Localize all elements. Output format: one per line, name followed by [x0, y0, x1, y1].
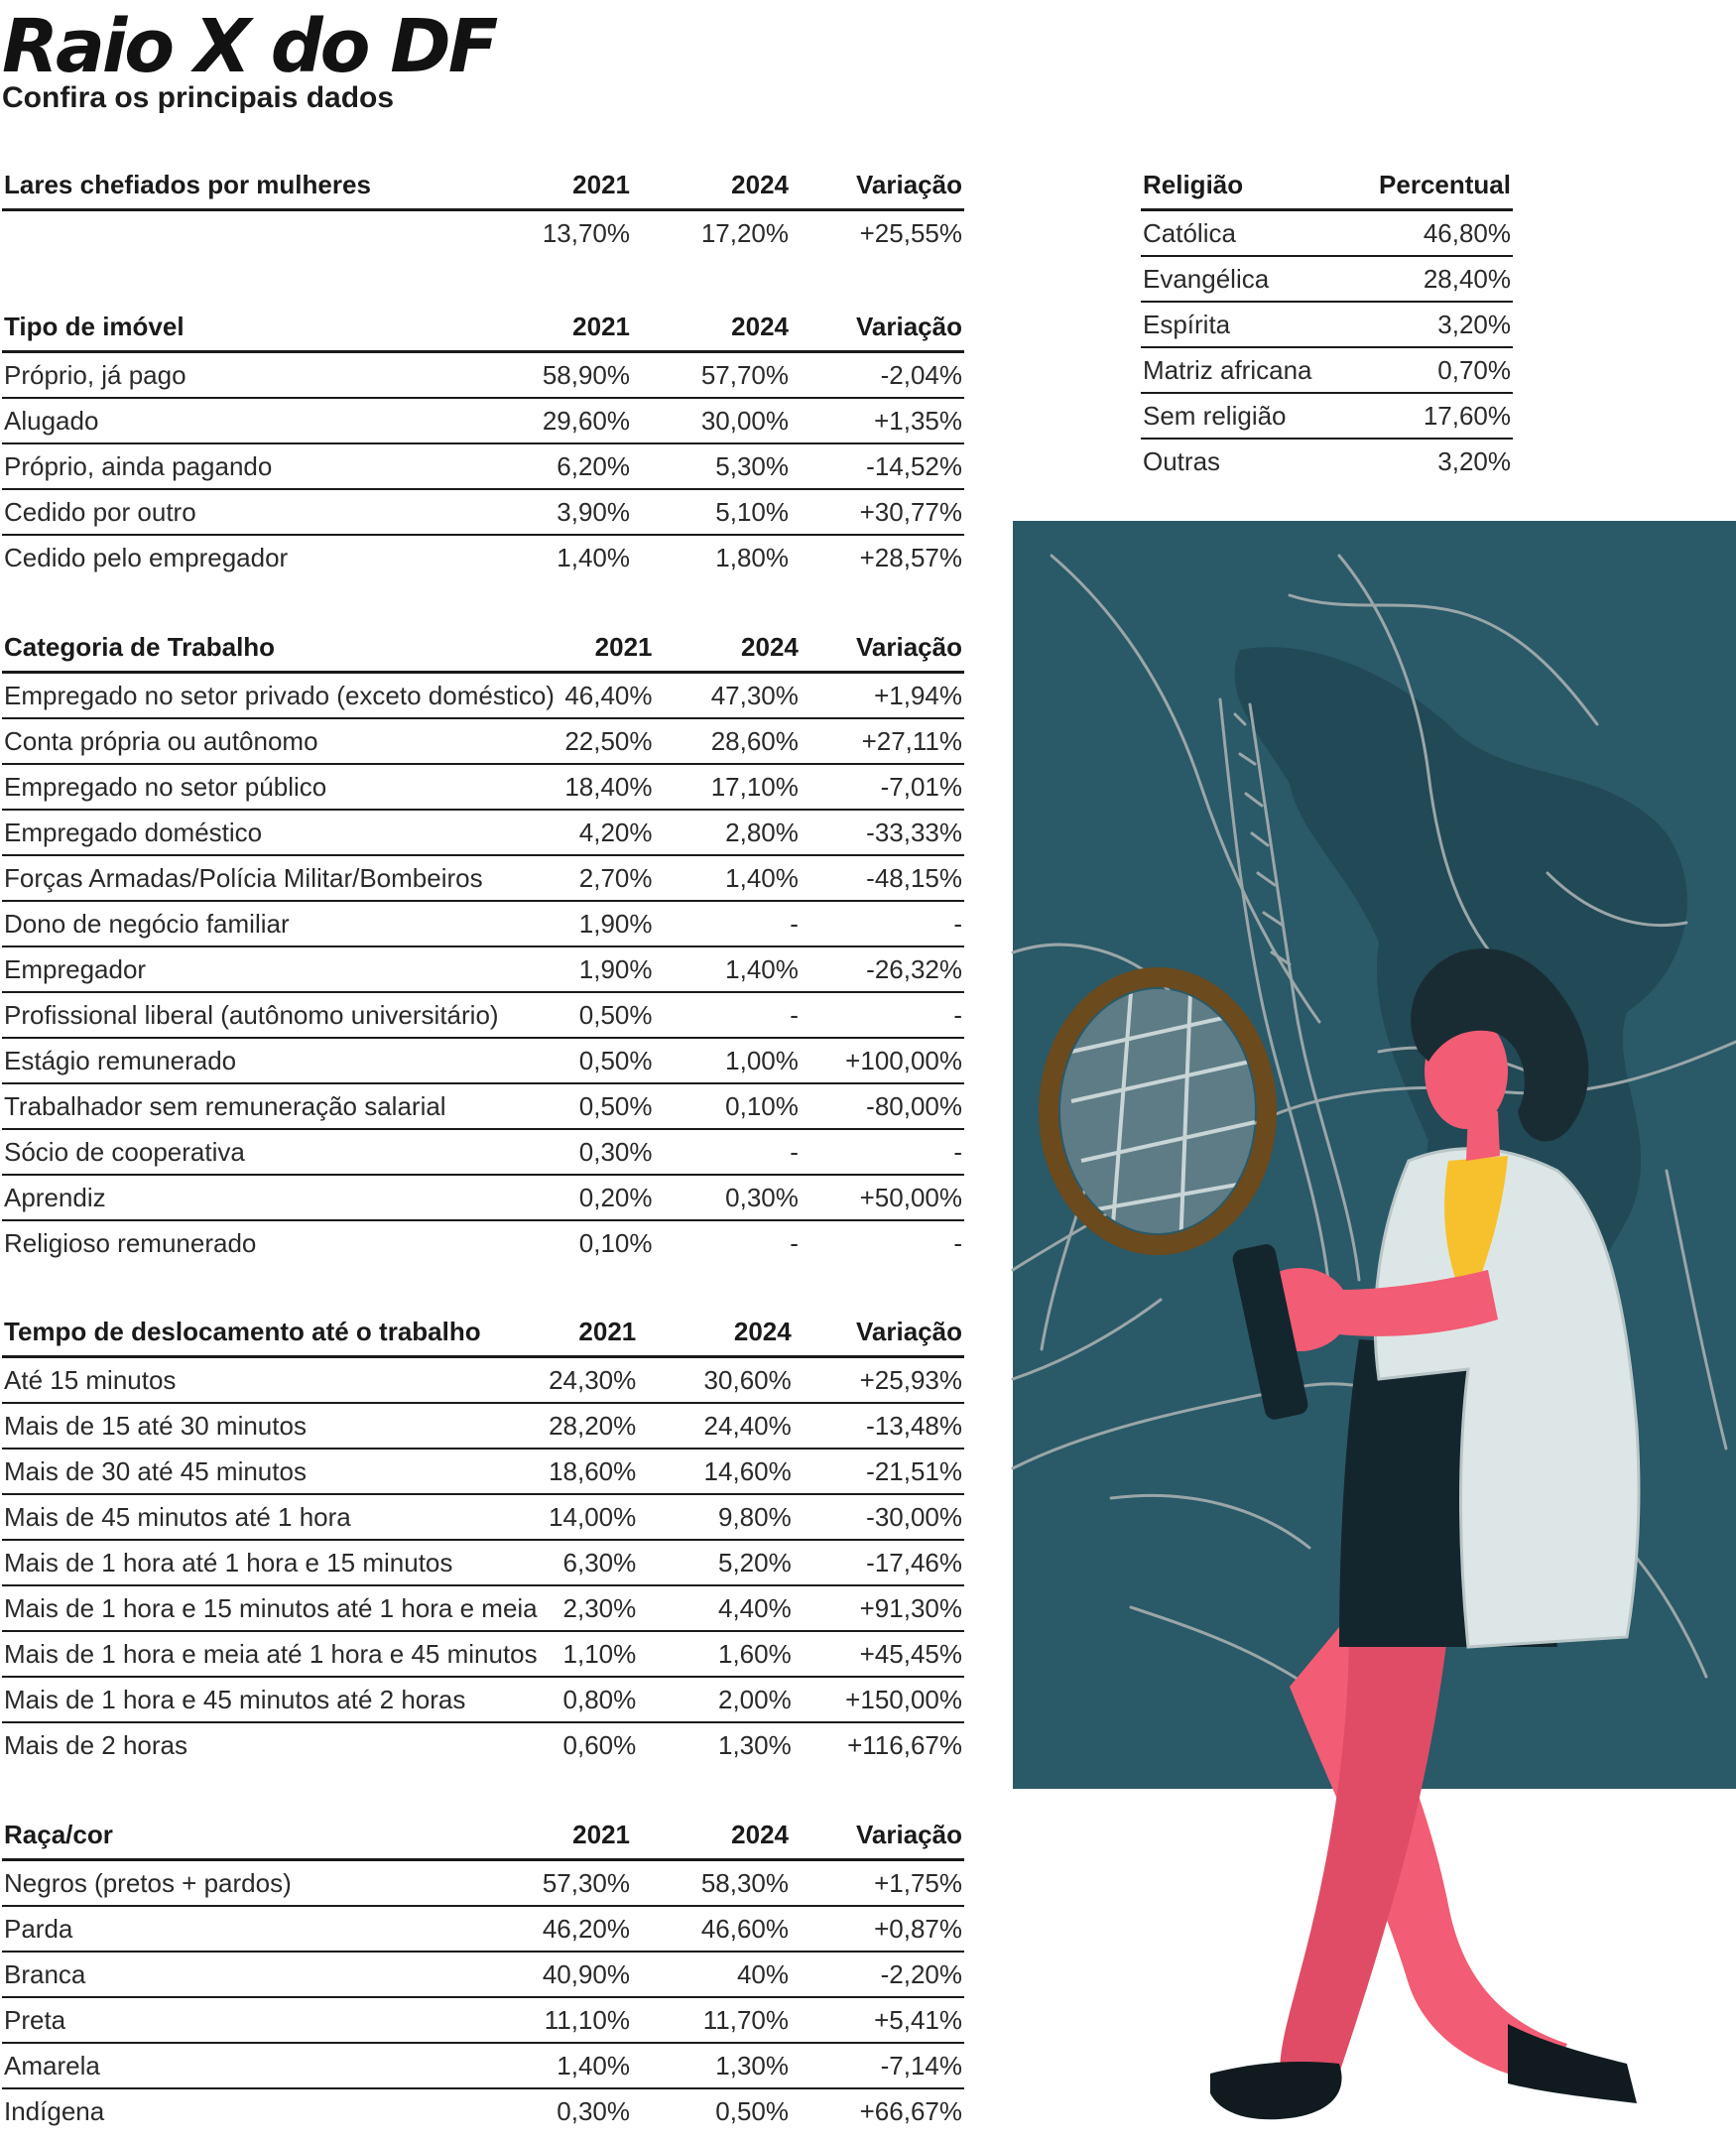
- cell-value: 0,30%: [655, 1175, 801, 1220]
- cell-value: 24,40%: [638, 1403, 793, 1449]
- row-label: Mais de 1 hora e 45 minutos até 2 horas: [2, 1677, 540, 1722]
- table-header-row: [2, 1308, 964, 1357]
- row-label: Mais de 1 hora e meia até 1 hora e 45 minutos: [2, 1631, 540, 1677]
- cell-value: +91,30%: [794, 1585, 964, 1631]
- cell-value: 28,20%: [540, 1403, 639, 1449]
- row-label: Mais de 30 até 45 minutos: [2, 1449, 540, 1494]
- cell-value: 46,40%: [557, 673, 655, 719]
- table-row: [2, 1220, 964, 1265]
- cell-value: 1,10%: [540, 1631, 639, 1677]
- row-label: Empregado doméstico: [2, 810, 557, 855]
- cell-value: 1,60%: [638, 1631, 793, 1677]
- cell-value: 1,40%: [655, 946, 801, 992]
- cell-value: -33,33%: [801, 810, 964, 855]
- table-row: [1141, 439, 1513, 483]
- cell-value: -2,04%: [791, 352, 964, 399]
- cell-value: 18,60%: [540, 1449, 639, 1494]
- cell-value: -26,32%: [801, 946, 964, 992]
- cell-value: -: [953, 1227, 962, 1258]
- row-label: Evangélica: [1141, 256, 1354, 302]
- cell-value: 46,20%: [533, 1906, 632, 1952]
- cell-value: 1,80%: [715, 542, 789, 572]
- table-row: [2, 764, 964, 810]
- table-row: [2, 210, 964, 256]
- section-title: Tempo de deslocamento até o trabalho: [2, 1308, 540, 1357]
- section-title: Categoria de Trabalho: [2, 623, 557, 673]
- table-header-row: [1141, 161, 1513, 210]
- cell-value: -21,51%: [794, 1449, 964, 1494]
- row-label: Aprendiz: [2, 1175, 557, 1220]
- front-shoe: [1210, 2062, 1342, 2119]
- row-label: Cedido pelo empregador: [4, 542, 289, 572]
- cell-value: 4,20%: [557, 810, 655, 855]
- cell-value: +28,57%: [859, 542, 962, 572]
- cell-value: -30,00%: [794, 1494, 964, 1540]
- col-2021: 2021: [533, 1811, 632, 1860]
- cell-value: 57,70%: [632, 352, 791, 399]
- col-2024: 2024: [632, 303, 791, 352]
- table-row: [2, 718, 964, 764]
- table-header-row: [2, 1811, 964, 1860]
- cell-value: +0,87%: [791, 1906, 964, 1952]
- table-row: [2, 2043, 964, 2088]
- cell-value: 2,80%: [655, 810, 801, 855]
- row-label: Empregador: [2, 946, 557, 992]
- cell-value: 1,30%: [632, 2043, 791, 2088]
- cell-value: 14,60%: [638, 1449, 793, 1494]
- cell-value: +150,00%: [794, 1677, 964, 1722]
- table-row: [2, 443, 964, 489]
- row-label: Negros (pretos + pardos): [2, 1860, 533, 1907]
- table-row: [1141, 256, 1513, 302]
- cell-value: +30,77%: [791, 489, 964, 535]
- col-variacao: Variação: [794, 1308, 964, 1357]
- row-label: Outras: [1143, 445, 1221, 476]
- cell-value: 11,10%: [533, 1997, 632, 2043]
- cell-value: 1,40%: [533, 2043, 632, 2088]
- col-2021: 2021: [533, 161, 632, 210]
- table-header-row: [2, 161, 964, 210]
- col-variacao: Variação: [791, 161, 964, 210]
- col-percentual: Percentual: [1354, 161, 1513, 210]
- col-2024: 2024: [632, 1811, 791, 1860]
- cell-value: -13,48%: [794, 1403, 964, 1449]
- row-label: Cedido por outro: [2, 489, 533, 535]
- row-label: Sem religião: [1141, 393, 1354, 439]
- table-row: [2, 1403, 964, 1449]
- cell-value: 46,80%: [1354, 210, 1513, 257]
- cell-value: 30,60%: [638, 1357, 793, 1404]
- row-label: Mais de 15 até 30 minutos: [2, 1403, 540, 1449]
- cell-value: 0,50%: [557, 1083, 655, 1129]
- row-label: Estágio remunerado: [2, 1038, 557, 1083]
- table-row: [2, 946, 964, 992]
- cell-value: 28,40%: [1354, 256, 1513, 302]
- cell-value: -: [801, 1129, 964, 1175]
- cell-value: 17,20%: [700, 217, 789, 248]
- col-2021: 2021: [533, 303, 632, 352]
- cell-value: -48,15%: [801, 855, 964, 901]
- col-2021: 2021: [557, 623, 655, 673]
- table-trabalho: [2, 623, 964, 1265]
- cell-value: 13,70%: [542, 217, 630, 248]
- back-shoe: [1508, 2024, 1637, 2103]
- table-religiao: [1141, 161, 1513, 483]
- cell-value: 0,10%: [655, 1083, 801, 1129]
- cell-value: +50,00%: [801, 1175, 964, 1220]
- lens-glass: [1060, 989, 1255, 1233]
- table-row: [2, 855, 964, 901]
- cell-value: +66,67%: [859, 2095, 962, 2126]
- col-2024: 2024: [655, 623, 801, 673]
- cell-value: 0,50%: [715, 2095, 789, 2126]
- row-label: Espírita: [1141, 302, 1354, 347]
- table-imovel: [2, 303, 964, 579]
- cell-value: 0,50%: [557, 1038, 655, 1083]
- cell-value: 1,30%: [718, 1729, 792, 1760]
- cell-value: 28,60%: [655, 718, 801, 764]
- page-subtitle: Confira os principais dados: [2, 81, 395, 114]
- cell-value: -: [655, 1129, 801, 1175]
- cell-value: 4,40%: [638, 1585, 793, 1631]
- cell-value: 22,50%: [557, 718, 655, 764]
- row-label: Até 15 minutos: [2, 1357, 540, 1404]
- table-row: [2, 1357, 964, 1404]
- row-label: Preta: [2, 1997, 533, 2043]
- table-row: [2, 992, 964, 1038]
- cell-value: -: [790, 1227, 799, 1258]
- row-label: Matriz africana: [1141, 347, 1354, 393]
- cell-value: +5,41%: [791, 1997, 964, 2043]
- cell-value: -: [801, 992, 964, 1038]
- cell-value: 47,30%: [655, 673, 801, 719]
- cell-value: +1,94%: [801, 673, 964, 719]
- cell-value: 0,50%: [557, 992, 655, 1038]
- cell-value: 5,10%: [632, 489, 791, 535]
- cell-value: 0,20%: [557, 1175, 655, 1220]
- table-row: [2, 1952, 964, 1997]
- cell-value: 24,30%: [540, 1357, 639, 1404]
- table-row: [2, 1631, 964, 1677]
- table-lares: [2, 161, 964, 255]
- cell-value: -2,20%: [791, 1952, 964, 1997]
- cell-value: 17,60%: [1354, 393, 1513, 439]
- cell-value: 0,60%: [562, 1729, 637, 1760]
- table-row: [1141, 302, 1513, 347]
- col-variacao: Variação: [801, 623, 964, 673]
- table-row: [2, 1083, 964, 1129]
- cell-value: -7,14%: [791, 2043, 964, 2088]
- row-label: Forças Armadas/Polícia Militar/Bombeiros: [2, 855, 557, 901]
- cell-value: 2,00%: [638, 1677, 793, 1722]
- row-label: Branca: [2, 1952, 533, 1997]
- cell-value: 6,30%: [540, 1540, 639, 1585]
- row-label: Conta própria ou autônomo: [2, 718, 557, 764]
- cell-value: 0,30%: [557, 1129, 655, 1175]
- cell-value: +1,35%: [791, 398, 964, 443]
- table-row: [1141, 347, 1513, 393]
- row-label: Mais de 2 horas: [4, 1729, 187, 1760]
- row-label: Indígena: [4, 2095, 105, 2126]
- row-label: Mais de 1 hora até 1 hora e 15 minutos: [2, 1540, 540, 1585]
- cell-value: -7,01%: [801, 764, 964, 810]
- table-row: [2, 1129, 964, 1175]
- cell-value: +116,67%: [847, 1729, 962, 1760]
- table-row: [2, 1038, 964, 1083]
- table-row: [2, 1906, 964, 1952]
- cell-value: 11,70%: [632, 1997, 791, 2043]
- table-row: [2, 673, 964, 719]
- table-row: [2, 1449, 964, 1494]
- row-label: Mais de 45 minutos até 1 hora: [2, 1494, 540, 1540]
- cell-value: 30,00%: [632, 398, 791, 443]
- cell-value: +25,55%: [859, 217, 962, 248]
- table-row: [2, 352, 964, 399]
- cell-value: 17,10%: [655, 764, 801, 810]
- table-row: [2, 1860, 964, 1907]
- cell-value: 3,20%: [1437, 445, 1511, 476]
- cell-value: 0,80%: [540, 1677, 639, 1722]
- row-label: Profissional liberal (autônomo universitário): [2, 992, 557, 1038]
- cell-value: 2,70%: [557, 855, 655, 901]
- table-row: [2, 1175, 964, 1220]
- cell-value: +100,00%: [801, 1038, 964, 1083]
- cell-value: 1,00%: [655, 1038, 801, 1083]
- cell-value: 46,60%: [632, 1906, 791, 1952]
- cell-value: 0,10%: [578, 1227, 653, 1258]
- page-title: Raio X do DF: [2, 4, 496, 89]
- table-row: [2, 398, 964, 443]
- row-label: Empregado no setor público: [2, 764, 557, 810]
- table-row: [2, 1722, 964, 1767]
- table-header-row: [2, 623, 964, 673]
- section-title: Tipo de imóvel: [2, 303, 533, 352]
- table-row: [2, 1540, 964, 1585]
- table-row: [1141, 393, 1513, 439]
- col-2024: 2024: [638, 1308, 793, 1357]
- cell-value: 3,20%: [1354, 302, 1513, 347]
- cell-value: 0,70%: [1354, 347, 1513, 393]
- cell-value: 40,90%: [533, 1952, 632, 1997]
- col-2024: 2024: [632, 161, 791, 210]
- cell-value: 5,20%: [638, 1540, 793, 1585]
- cell-value: 18,40%: [557, 764, 655, 810]
- table-row: [2, 1494, 964, 1540]
- row-label: Sócio de cooperativa: [2, 1129, 557, 1175]
- cell-value: 57,30%: [533, 1860, 632, 1907]
- col-variacao: Variação: [791, 303, 964, 352]
- row-label: Próprio, ainda pagando: [2, 443, 533, 489]
- table-row: [2, 535, 964, 579]
- row-label: Mais de 1 hora e 15 minutos até 1 hora e meia: [2, 1585, 540, 1631]
- table-header-row: [2, 303, 964, 352]
- section-title: Lares chefiados por mulheres: [2, 161, 533, 210]
- cell-value: 40%: [632, 1952, 791, 1997]
- table-row: [2, 2088, 964, 2133]
- cell-value: -: [655, 901, 801, 946]
- cell-value: -14,52%: [791, 443, 964, 489]
- row-label: Empregado no setor privado (exceto doméstico): [2, 673, 557, 719]
- table-deslocamento: [2, 1308, 964, 1767]
- table-row: [2, 810, 964, 855]
- col-variacao: Variação: [791, 1811, 964, 1860]
- table-row: [2, 489, 964, 535]
- row-label: Religioso remunerado: [4, 1227, 257, 1258]
- cell-value: 9,80%: [638, 1494, 793, 1540]
- cell-value: 2,30%: [540, 1585, 639, 1631]
- cell-value: +25,93%: [794, 1357, 964, 1404]
- cell-value: 3,90%: [533, 489, 632, 535]
- row-label: Amarela: [2, 2043, 533, 2088]
- col-2021: 2021: [540, 1308, 639, 1357]
- cell-value: 1,40%: [655, 855, 801, 901]
- cell-value: 1,90%: [557, 901, 655, 946]
- table-row: [1141, 210, 1513, 257]
- cell-value: -80,00%: [801, 1083, 964, 1129]
- table-row: [2, 1585, 964, 1631]
- cell-value: -: [801, 901, 964, 946]
- cell-value: 29,60%: [533, 398, 632, 443]
- cell-value: 1,90%: [557, 946, 655, 992]
- cell-value: -17,46%: [794, 1540, 964, 1585]
- table-row: [2, 1677, 964, 1722]
- row-label: Católica: [1141, 210, 1354, 257]
- table-raca: [2, 1811, 964, 2133]
- cell-value: 58,90%: [533, 352, 632, 399]
- row-label: Alugado: [2, 398, 533, 443]
- cell-value: 5,30%: [632, 443, 791, 489]
- cell-value: +27,11%: [801, 718, 964, 764]
- section-title: Raça/cor: [2, 1811, 533, 1860]
- cell-value: +45,45%: [794, 1631, 964, 1677]
- cell-value: 58,30%: [632, 1860, 791, 1907]
- cell-value: 0,30%: [557, 2095, 630, 2126]
- table-row: [2, 1997, 964, 2043]
- table-row: [2, 901, 964, 946]
- cell-value: 6,20%: [533, 443, 632, 489]
- section-title: Religião: [1141, 161, 1354, 210]
- cell-value: -: [655, 992, 801, 1038]
- cell-value: 1,40%: [557, 542, 630, 572]
- row-label: Próprio, já pago: [2, 352, 533, 399]
- cell-value: 14,00%: [540, 1494, 639, 1540]
- row-label: Parda: [2, 1906, 533, 1952]
- row-label: Trabalhador sem remuneração salarial: [2, 1083, 557, 1129]
- cell-value: +1,75%: [791, 1860, 964, 1907]
- row-label: [2, 210, 533, 256]
- row-label: Dono de negócio familiar: [2, 901, 557, 946]
